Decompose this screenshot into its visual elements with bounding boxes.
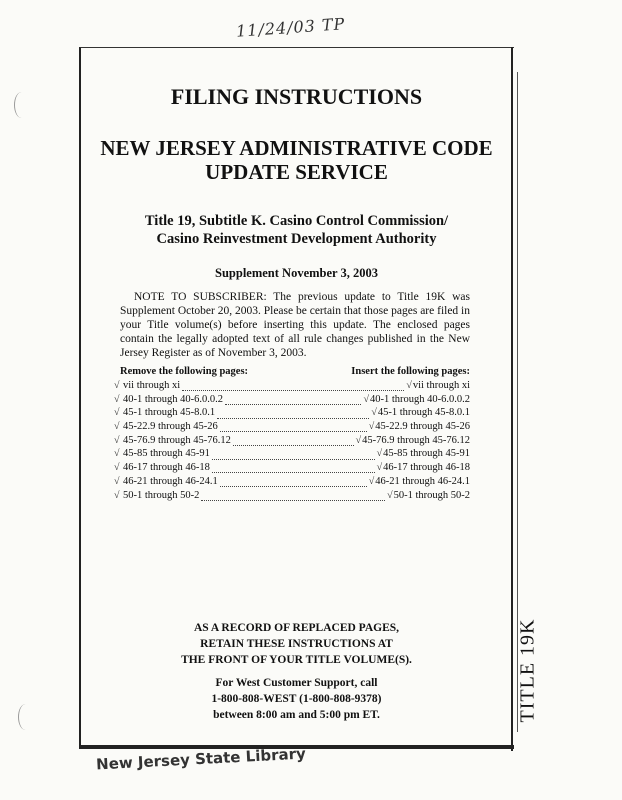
- insert-pages: 45-76.9 through 45-76.12: [362, 434, 470, 446]
- check-mark-icon: √: [355, 434, 362, 446]
- insert-pages: 50-1 through 50-2: [393, 489, 470, 501]
- dot-leader: [212, 464, 375, 473]
- remove-pages: 45-1 through 45-8.0.1: [123, 407, 216, 419]
- check-mark-icon: √: [114, 380, 120, 391]
- insert-header: Insert the following pages:: [351, 366, 470, 377]
- dot-leader: [225, 396, 361, 405]
- table-row: [114, 421, 470, 435]
- check-mark-icon: √: [368, 421, 375, 433]
- check-mark-icon: √: [363, 393, 369, 405]
- insert-pages: 46-17 through 46-18: [383, 462, 470, 474]
- insert-pages: vii through xi: [412, 380, 470, 391]
- handwritten-date-note: 11/24/03 TP: [235, 14, 346, 41]
- check-mark-icon: √: [376, 448, 383, 460]
- check-mark-icon: √: [114, 421, 120, 433]
- title-subtitle-block: [79, 212, 514, 248]
- customer-support: [79, 675, 514, 723]
- table-row: [114, 462, 470, 476]
- title-tab-label: TITLE 19K: [516, 618, 539, 722]
- title-tab: [508, 620, 548, 720]
- title-subtitle-line: Casino Reinvestment Development Authority: [156, 231, 437, 247]
- check-mark-icon: √: [114, 462, 120, 474]
- table-row: [114, 380, 470, 394]
- record-notice: [79, 620, 514, 668]
- remove-pages: 46-21 through 46-24.1: [123, 475, 218, 487]
- subscriber-note-text: NOTE TO SUBSCRIBER: The previous update to Title 19K was Supplement October 20, 2003. Please be certain that those pages are filed in your Title volume(s) before inserting this update. The enclosed pages contain the legally adopted text of all rule changes published in the New Jersey Register as of November 3, 2003.: [120, 291, 471, 359]
- remove-pages: 40-1 through 40-6.0.0.2: [123, 393, 224, 405]
- remove-pages: 46-17 through 46-18: [123, 462, 210, 474]
- record-notice-line: AS A RECORD OF REPLACED PAGES,: [193, 622, 400, 634]
- code-title-line: NEW JERSEY ADMINISTRATIVE CODE: [100, 136, 493, 160]
- check-mark-icon: √: [371, 407, 377, 419]
- check-mark-icon: √: [114, 434, 120, 446]
- code-title: [79, 136, 514, 184]
- table-row: [114, 476, 470, 490]
- library-stamp: New Jersey State Library: [95, 744, 307, 774]
- dot-leader: [217, 410, 369, 419]
- dot-leader: [220, 423, 367, 432]
- page-title: FILING INSTRUCTIONS: [170, 84, 423, 109]
- table-row: [114, 448, 470, 462]
- table-row: [114, 435, 470, 449]
- table-row: [114, 394, 470, 408]
- remove-pages: 45-85 through 45-91: [123, 448, 210, 460]
- supplement-date: Supplement November 3, 2003: [215, 266, 378, 280]
- record-notice-line: THE FRONT OF YOUR TITLE VOLUME(S).: [181, 654, 412, 666]
- pages-table-body: [114, 380, 470, 503]
- dot-leader: [220, 478, 367, 487]
- check-mark-icon: √: [114, 407, 120, 419]
- title-subtitle-line: Title 19, Subtitle K. Casino Control Commission/: [144, 213, 449, 229]
- customer-support-hours: between 8:00 am and 5:00 pm ET.: [213, 709, 380, 721]
- check-mark-icon: √: [114, 489, 120, 501]
- insert-pages: 40-1 through 40-6.0.0.2: [369, 393, 470, 405]
- check-mark-icon: √: [114, 393, 120, 405]
- remove-pages: 45-22.9 through 45-26: [123, 421, 218, 433]
- margin-mark: [18, 704, 33, 730]
- insert-pages: 46-21 through 46-24.1: [375, 475, 470, 487]
- subscriber-note: [120, 290, 470, 360]
- table-row: [114, 407, 470, 421]
- remove-pages: 45-76.9 through 45-76.12: [123, 434, 231, 446]
- check-mark-icon: √: [114, 448, 120, 460]
- record-notice-line: RETAIN THESE INSTRUCTIONS AT: [200, 638, 393, 650]
- dot-leader: [201, 492, 385, 501]
- customer-support-line: For West Customer Support, call: [215, 677, 378, 689]
- pages-table-header: [114, 366, 470, 380]
- table-row: [114, 490, 470, 504]
- margin-mark: [14, 92, 29, 118]
- check-mark-icon: √: [376, 462, 383, 474]
- check-mark-icon: √: [368, 475, 375, 487]
- code-title-line: UPDATE SERVICE: [205, 160, 388, 184]
- check-mark-icon: √: [114, 475, 120, 487]
- remove-pages: vii through xi: [123, 380, 181, 391]
- customer-support-phone: 1-800-808-WEST (1-800-808-9378): [211, 693, 382, 705]
- insert-pages: 45-22.9 through 45-26: [375, 421, 470, 433]
- insert-pages: 45-1 through 45-8.0.1: [377, 407, 470, 419]
- remove-header: Remove the following pages:: [120, 366, 249, 377]
- remove-pages: 50-1 through 50-2: [123, 489, 200, 501]
- check-mark-icon: √: [406, 380, 412, 391]
- check-mark-icon: √: [387, 489, 393, 501]
- dot-leader: [233, 437, 354, 446]
- dot-leader: [212, 451, 375, 460]
- dot-leader: [182, 382, 404, 391]
- insert-pages: 45-85 through 45-91: [383, 448, 470, 460]
- pages-table: [114, 366, 470, 503]
